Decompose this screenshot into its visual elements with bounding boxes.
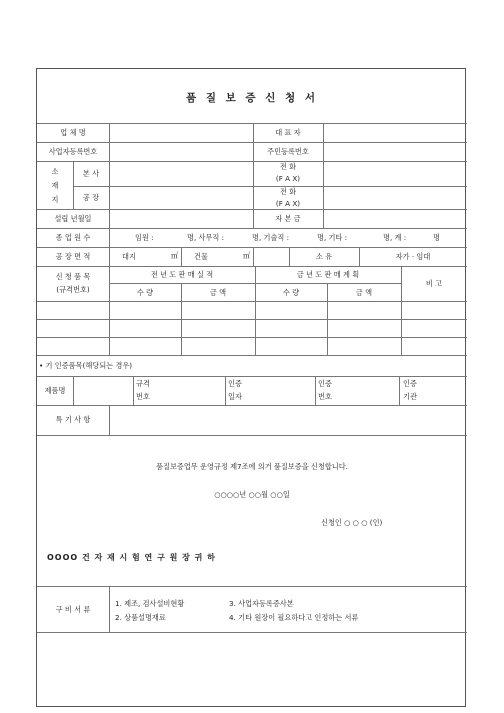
rule <box>37 319 467 320</box>
location-label-jae: 재 <box>51 181 59 190</box>
capital-label: 자 본 금 <box>275 214 301 223</box>
head-office-label: 본 사 <box>82 169 100 178</box>
rule <box>109 586 110 632</box>
rule <box>133 376 134 405</box>
employees-other: 명, 기타 : <box>317 233 348 242</box>
rule <box>181 247 182 266</box>
rule <box>399 376 400 405</box>
rule <box>253 247 254 266</box>
representative-field[interactable] <box>324 124 466 142</box>
statement-text: 품질보증업무 운영규정 제7조에 의거 품질보증을 신청합니다. <box>156 462 348 471</box>
company-name-field[interactable] <box>110 124 252 142</box>
certified-date-label: 일자 <box>228 392 242 401</box>
rule <box>37 266 467 267</box>
rule <box>37 228 467 229</box>
certified-heading: • 기 인증품목(해당되는 경우) <box>39 361 133 370</box>
remarks-field[interactable] <box>110 406 466 434</box>
docs-label: 구 비 서 류 <box>55 605 91 614</box>
rule <box>37 337 467 338</box>
rule <box>289 247 290 266</box>
certified-spec-label: 번호 <box>136 392 150 401</box>
rule <box>73 161 74 209</box>
land-unit: ㎡ <box>171 251 179 260</box>
employees-total: 명, 계 : <box>383 233 407 242</box>
addressee: OOOO 건 자 재 시 험 연 구 원 장 귀 하 <box>47 553 216 562</box>
resident-reg-label: 주민등록번호 <box>267 147 309 156</box>
established-label: 설립 년월일 <box>54 214 92 223</box>
rule <box>37 247 467 248</box>
rule <box>37 586 467 587</box>
factory-field[interactable] <box>110 187 252 208</box>
applicant-line: 신청인 ○ ○ ○ (인) <box>321 518 383 527</box>
location-label-so: 소 <box>51 167 59 176</box>
plan-qty-header: 수 량 <box>282 288 300 297</box>
this-plan-header: 금 년 도 판 매 계 획 <box>296 270 360 279</box>
factory-label: 공 장 <box>82 193 100 202</box>
application-form <box>36 68 466 707</box>
employees-tech: 명, 기술직 : <box>252 233 290 242</box>
location-label-ji: 지 <box>51 195 59 204</box>
fax-label: (F A X) <box>275 199 301 208</box>
certified-org-label: 기관 <box>403 392 417 401</box>
building-label: 건물 <box>194 252 208 261</box>
rule <box>37 632 467 633</box>
docs-item-3: 3. 사업자등록증사본 <box>229 599 294 608</box>
rule <box>37 301 467 302</box>
prev-qty-header: 수 량 <box>136 288 154 297</box>
representative-label: 대 표 자 <box>275 128 301 137</box>
certified-no-label: 번호 <box>318 392 332 401</box>
note-header: 비 고 <box>425 279 443 288</box>
certified-date-label: 인증 <box>228 379 242 388</box>
head-office-field[interactable] <box>110 162 252 185</box>
phone-label: 전 화 <box>279 162 297 171</box>
date-line: ○○○○년 ○○월 ○○일 <box>214 490 290 499</box>
ownership-options[interactable]: 자가 · 임대 <box>395 252 431 261</box>
resident-reg-field[interactable] <box>324 143 466 161</box>
rule <box>37 355 467 356</box>
docs-item-2: 2. 상품설명재료 <box>115 613 166 622</box>
form-title: 품 질 보 증 신 청 서 <box>186 92 318 104</box>
docs-item-4: 4. 기타 원장이 필요하다고 인정하는 서류 <box>229 613 359 622</box>
certified-product-label: 제품명 <box>44 386 66 395</box>
rule <box>327 283 328 355</box>
certified-no-label: 인증 <box>318 379 332 388</box>
employees-unit: 명 <box>433 233 440 242</box>
factory-phone-field[interactable] <box>324 187 466 208</box>
rule <box>181 283 182 355</box>
head-office-phone-field[interactable] <box>324 162 466 185</box>
employees-staff: 임원 : <box>135 233 154 242</box>
plan-amount-header: 금 액 <box>355 288 373 297</box>
ownership-label: 소 유 <box>315 252 333 261</box>
established-field[interactable] <box>110 210 252 228</box>
employees-office: 명, 사무직 : <box>187 233 225 242</box>
rule <box>253 123 254 228</box>
rule <box>255 266 256 355</box>
prev-amount-header: 금 액 <box>209 288 227 297</box>
spec-label: (규격번호) <box>56 285 90 294</box>
certified-spec-label: 규격 <box>136 379 150 388</box>
item-label: 신 청 품 목 <box>55 272 91 281</box>
factory-area-label: 공 장 면 적 <box>55 252 91 261</box>
building-unit: ㎡ <box>243 251 251 260</box>
certified-product-field[interactable] <box>74 377 132 405</box>
capital-field[interactable] <box>324 210 466 228</box>
company-name-label: 업 체 명 <box>60 128 86 137</box>
phone-label: 전 화 <box>279 187 297 196</box>
rule <box>359 247 360 266</box>
business-reg-label: 사업자등록번호 <box>48 147 98 156</box>
business-reg-field[interactable] <box>110 143 252 161</box>
land-label: 대지 <box>122 252 136 261</box>
fax-label: (F A X) <box>275 174 301 183</box>
rule <box>401 266 402 355</box>
employees-label: 종 업 원 수 <box>55 233 91 242</box>
certified-org-label: 인증 <box>403 379 417 388</box>
remarks-label: 특 기 사 항 <box>55 415 91 424</box>
rule <box>37 435 467 436</box>
rule <box>225 376 226 405</box>
rule <box>315 376 316 405</box>
docs-item-1: 1. 제조, 검사설비현황 <box>115 599 185 608</box>
prev-sales-header: 전 년 도 판 매 실 적 <box>150 270 214 279</box>
